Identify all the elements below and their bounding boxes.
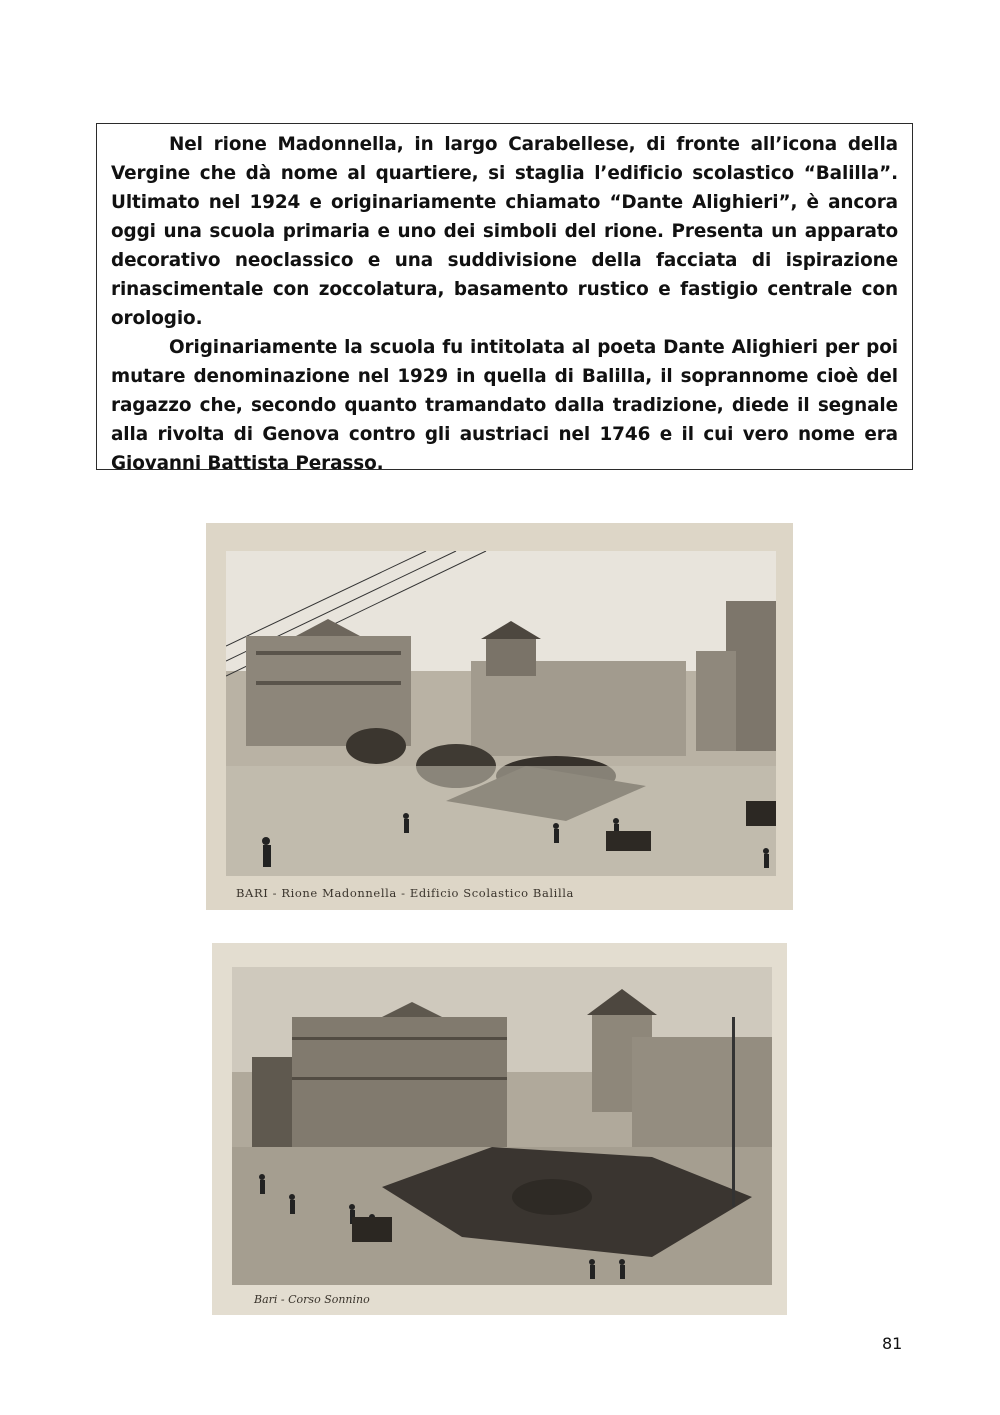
postcard-photo-corso-sonnino <box>232 967 772 1285</box>
page-number: 81 <box>882 1334 903 1353</box>
text-box <box>96 123 913 474</box>
paragraph-2: Originariamente la scuola fu intitolata al poeta Dante Alighieri per poi mutare denominazione nel 1929 in quella di Balilla, il soprannome cioè del ragazzo che, secondo quanto tramandato dalla tradizione, diede il segnale alla rivolta di Genova contro gli austriaci nel 1746 e il cui vero nome era Giovanni Battista Perasso. <box>111 337 898 474</box>
paragraph-1: Nel rione Madonnella, in largo Carabellese, di fronte all’icona della Vergine che dà nome al quartiere, si staglia l’edificio scolastico “Balilla”. Ultimato nel 1924 e originariamente chiamato “Dante Alighieri”, è ancora oggi una scuola primaria e uno dei simboli del rione. Presenta un apparato decorativo neoclassico e una suddivisione della facciata di ispirazione rinascimentale con zoccolatura, basamento rustico e fastigio centrale con orologio. <box>111 134 898 329</box>
postcard-corso-sonnino <box>212 943 787 1315</box>
postcard-balilla-school <box>206 523 793 910</box>
postcard-photo-madonnella <box>226 551 776 876</box>
postcard-caption: Bari - Corso Sonnino <box>254 1293 370 1306</box>
postcard-caption: BARI - Rione Madonnella - Edificio Scolastico Balilla <box>236 886 574 900</box>
